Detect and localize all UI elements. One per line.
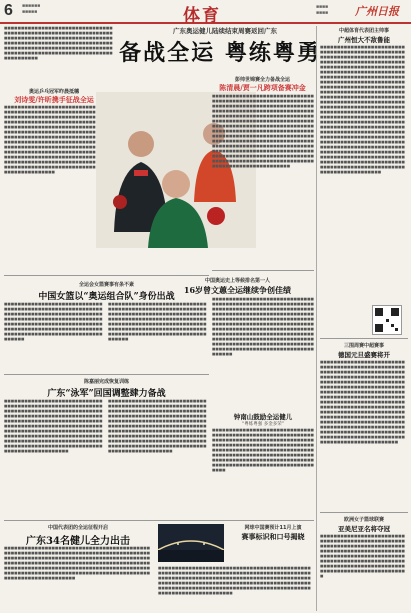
center-right-body-text: ■■■■■■■■■■■■■■■■■■■■■■■■■■■■■■■■■■■■■■■■■■■■■■■■■■■■■■■■■■■■■■■■■■■■■■■■■■■■■■■■■■■■■■■■■■■■■■■■■■■■■■■■■■■■■■■■■■■■■■■■■■■■■■■■■■■■■■■■■■■■■■■■■■■■■■■■■■■■■■■■■■■■■■■■■■■■■■■■■■■■■■■■■■■■■■■■■■■■■■■■■■■■■■■■■■■■■■■■■■■■■■■■■■■■■■■■■■■■■■■■■■■■■■■■■■■■■■■■■■■■■■■■■■■■■■■■■■■■■■■■■■■■■■■■■■■■■■■■■■■■■■■■■■■■■■■■■■■■■■■■■■■■■■■■■■■■■■■■■■■■■■■■■■■■■■■■■■■■■■■■■■■■■■■■■■■■■■■■■■■■■■■■■■■■■■■■■■■■■■■■■■■■■■■■■■■■■■■■■■■■■■■■■■■■■■■■■■■■■■■■■■■ <box>212 94 314 168</box>
center-mid-body: ■■■■■■■■■■■■■■■■■■■■■■■■■■■■■■■■■■■■■■■■■■■■■■■■■■■■■■■■■■■■■■■■■■■■■■■■■■■■■■■■■■■■■■■■■■■■■■■■■■■■■■■■■■■■■■■■■■■■■■■■■■■■■■■■■■■■■■■■■■■■■■■■■■■■■■■■■■■■■■■■■■■■■■■■■■■■■■■■■■■■■■■■■■■■■■■■■■■■■■■■■■■■■■■■■■■■■■■■■■■■■■■■■■■■■■■■■■■■■■■■■■■■ <box>212 428 314 472</box>
section-divider-left-2 <box>4 374 209 375</box>
left-lower-body-b: ■■■■■■■■■■■■■■■■■■■■■■■■■■■■■■■■■■■■■■■■■■■■■■■■■■■■■■■■■■■■■■■■■■■■■■■■■■■■■■■■■■■■■■■■■■■■■■■■■■■■■■■■■■■■■■■■■■■■■■■■■■■■■■■■■■■■■■■■■■■■■■■■■■■■■■■■■■■■■■■■■■■■■■■■■■■■■■■■■■■■■■■■■■■■■■■■■■■■■■■■■■■■■■■■■■■■■■■■■■■■■■■■■■■■■■■■■■■■■■■■■■■■■■■■■■■■■■■■■■■■■■■■■■■■■■■■■■■■■■■■■■■■■■■■■■■■■■■■■■■■■■■■■■■■■ <box>108 399 207 453</box>
bottom-left-body: ■■■■■■■■■■■■■■■■■■■■■■■■■■■■■■■■■■■■■■■■■■■■■■■■■■■■■■■■■■■■■■■■■■■■■■■■■■■■■■■■■■■■■■■■■■■■■■■■■■■■■■■■■■■■■■■■■■■■■■■■■■■■■■■■■■■■■■■■■■■■■■■■■■■■■■■■■■■■■■■■■■■■■■■■■■■■■■■■■■■■■■■■■■■■■■■■■■■■■■■■■■■■■■■■■■■■■■■■■■■■■■■■■■■■■■■■■■■■■■■■■■■■■■■■■■■■■■■■■■■■■■■■■■■■■■■■■■■■■■■ <box>4 546 151 580</box>
top-story-headline: 备战全运 粤练粤勇 <box>119 40 321 66</box>
center-mid-headline: 钟南山鼓励全运健儿 <box>233 413 293 421</box>
right-headline-2: 德国元旦盛赛将开 <box>338 351 390 359</box>
column-divider <box>316 26 317 611</box>
bottom-left-kicker: 中国代表团的全运征程开启 <box>47 525 108 531</box>
newspaper-logo: 广州日报 <box>355 5 399 18</box>
left-bottom-body-a: ■■■■■■■■■■■■■■■■■■■■■■■■■■■■■■■■■■■■■■■■■■■■■■■■■■■■■■■■■■■■■■■■■■■■■■■■■■■■■■■■■■■■■■■■■■■■■■■■■■■■■■■■■■■■■■■■■■■■■■■■■■■■■■■■■■■■■■■■■■■■■■■■■■■■■■■■■■■■■■■■■■■■■■■■■■■■■■■■■■■■■■■■■■■■■■■■■■■■■■■■■■■■■■■■■ <box>4 302 103 341</box>
left-bottom-headline: 中国女篮以“奥运组合队”身份出战 <box>38 292 175 302</box>
top-story-kicker: 广东奥运健儿陆续结束周赛返回广东 <box>173 27 277 35</box>
masthead-edition-info: ■■■■■■ ■■■■■ <box>22 3 41 15</box>
right-headline-1: 广州恒大不敌鲁能 <box>338 36 390 44</box>
section-title: 体育 <box>183 6 221 26</box>
right-subhead-kicker: 彭帅世锦赛全力备战全运 <box>234 77 290 83</box>
right-kicker-2: 三围周赛中超赛事 <box>343 343 384 349</box>
right-body-2: ■■■■■■■■■■■■■■■■■■■■■■■■■■■■■■■■■■■■■■■■■■■■■■■■■■■■■■■■■■■■■■■■■■■■■■■■■■■■■■■■■■■■■■■■■■■■■■■■■■■■■■■■■■■■■■■■■■■■■■■■■■■■■■■■■■■■■■■■■■■■■■■■■■■■■■■■■■■■■■■■■■■■■■■■■■■■■■■■■■■■■■■■■■■■■■■■■■■■■■■■■■■■■■■■■■■■■■■■■■■■■■■■■■■■■■■■■■■■■■■■■■■■■■■■■■■■■■■■■■■■■■■■■■■■■■■■■■■■■■■■■■■■■■■■■■■■■■■■■■■■■■■■■■■■■■■■■■■■■■■■■■■■■■■■■■■■■■■■■■■■■■■■■■■■■■■■■■■■■■■■■■■■■■■■■■■■■■■■■■■■■■■■■■■■■■■■■■■■■■■■■■■■■■■■■■■■■■■■■■■■■■■ <box>320 360 405 444</box>
masthead <box>0 0 411 24</box>
section-divider-left <box>4 275 209 276</box>
bottom-right-headline: 赛事标识和口号揭晓 <box>241 532 305 541</box>
masthead-date-info: ■■■■ ■■■■ <box>316 4 329 16</box>
right-divider-2 <box>320 512 408 513</box>
center-mid-sub: “粤练粤强 多金多荣” <box>241 422 285 427</box>
stadium-photo <box>158 524 224 562</box>
left-bottom-kicker: 全运会女篮赛事有条不紊 <box>78 282 134 288</box>
left-subhead-kicker: 奥运乒乓冠军昨晨抵穗 <box>28 89 79 95</box>
bottom-left-headline: 广东34名健儿全力出击 <box>26 536 130 547</box>
right-kicker-1: 中超体育代表团主帅事 <box>338 28 389 34</box>
intro-text: ■■■■■■■■■■■■■■■■■■■■■■■■■■■■■■■■■■■■■■■■■■■■■■■■■■■■■■■■■■■■■■■■■■■■■■■■■■■■■■■■■■■■■■■■■■■■■■■■■■■■■■■■■■■■■■■■■■■■■■■■■■■■■■■■■■■■■■■■■■■■■■■■■■■■■■■■■■■■■■■■■■■■■■■■■■■■■■■■■■■■■■■■■■■■■■■■■■■■■■■■■■ <box>4 26 113 60</box>
center-lower-headline: 16岁曾文蕙全运继续争创佳绩 <box>183 285 292 295</box>
qr-code <box>372 305 402 335</box>
right-body-1: ■■■■■■■■■■■■■■■■■■■■■■■■■■■■■■■■■■■■■■■■■■■■■■■■■■■■■■■■■■■■■■■■■■■■■■■■■■■■■■■■■■■■■■■■■■■■■■■■■■■■■■■■■■■■■■■■■■■■■■■■■■■■■■■■■■■■■■■■■■■■■■■■■■■■■■■■■■■■■■■■■■■■■■■■■■■■■■■■■■■■■■■■■■■■■■■■■■■■■■■■■■■■■■■■■■■■■■■■■■■■■■■■■■■■■■■■■■■■■■■■■■■■■■■■■■■■■■■■■■■■■■■■■■■■■■■■■■■■■■■■■■■■■■■■■■■■■■■■■■■■■■■■■■■■■■■■■■■■■■■■■■■■■■■■■■■■■■■■■■■■■■■■■■■■■■■■■■■■■■■■■■■■■■■■■■■■■■■■■■■■■■■■■■■■■■■■■■■■■■■■■■■■■■■■■■■■■■■■■■■■■■■■■■■■■■■■■■■■■■■■■■■■■■■■■■■■■■■■■■■■■■■■■■■■■■■■■■■■■■■■■■■■■■■■■■■■■■■■■■■■■■■■■■■■■■■■■■■■■■■■■■■■■■■■■■■■■■■■■■■■■■■■■■■■■■■■■■■■■■■■■■■■■■■■■■■■■■■■■■■■■■■■■■■■■■■■■■■■■■■■■■■■■■■■■■■■■■■■■■■■■■■■■■■■■■■■■■■■■■■■■■■ <box>320 45 405 174</box>
right-headline-3: 亚美尼亚名将夺冠 <box>338 525 390 533</box>
bottom-right-kicker: 网球中国赛预计11月上演 <box>244 525 302 531</box>
qr-code-icon <box>373 306 401 334</box>
center-lower-kicker: 中国奥运史上等候排名第一人 <box>204 278 270 284</box>
section-divider-center <box>212 270 314 271</box>
center-lower-body: ■■■■■■■■■■■■■■■■■■■■■■■■■■■■■■■■■■■■■■■■■■■■■■■■■■■■■■■■■■■■■■■■■■■■■■■■■■■■■■■■■■■■■■■■■■■■■■■■■■■■■■■■■■■■■■■■■■■■■■■■■■■■■■■■■■■■■■■■■■■■■■■■■■■■■■■■■■■■■■■■■■■■■■■■■■■■■■■■■■■■■■■■■■■■■■■■■■■■■■■■■■■■■■■■■■■■■■■■■■■■■■■■■■■■■■■■■■■■■■■■■■■■■■■■■■■■■■■■■■■■■■■■■■■■■■■■■■■■■■■■■■■■■■■■■■■■■■■■■■■■■■■■■■■■■■■■■■■■■■■■■■■■■■■■■■■■■■■■ <box>212 297 314 356</box>
right-kicker-3: 欧洲女子篮球联赛 <box>343 517 384 523</box>
right-divider-1 <box>320 338 408 339</box>
left-subhead: 刘诗雯/许昕携手征战全运 <box>14 95 94 104</box>
bottom-right-body: ■■■■■■■■■■■■■■■■■■■■■■■■■■■■■■■■■■■■■■■■■■■■■■■■■■■■■■■■■■■■■■■■■■■■■■■■■■■■■■■■■■■■■■■■■■■■■■■■■■■■■■■■■■■■■■■■■■■■■■■■■■■■■■■■■■■■■■■■■■■■■■■■■■■■■■■■■■■■■■■■■■■■■■■■■■■■■■■■■■■■■■■■■■■■■■■■■■■■■■■■■■■■■■■■■■■■■■■■■■■■■■■■■■■■■■■■■■■■■■■■■■■■■■■ <box>158 566 311 595</box>
left-body-text: ■■■■■■■■■■■■■■■■■■■■■■■■■■■■■■■■■■■■■■■■■■■■■■■■■■■■■■■■■■■■■■■■■■■■■■■■■■■■■■■■■■■■■■■■■■■■■■■■■■■■■■■■■■■■■■■■■■■■■■■■■■■■■■■■■■■■■■■■■■■■■■■■■■■■■■■■■■■■■■■■■■■■■■■■■■■■■■■■■■■■■■■■■■■■■■■■■■■■■■■■■■■■■■■■■■■■■■■■■■■■■■■■■■■■■■■■■■■■■■■■■■■■■■■■■■■■■■■■■■■■■■■■■■■■■■■■■■■■■■■■■■■■■■■■■■■■■■■■■■■■■■■■■■■■■■■■■■■■■■■■■■■■■■■■■■■■■■■■■■■■■■■■■■■■■■■■■■■■■■■■■■■■■■ <box>4 105 96 174</box>
left-lower-kicker: 陈嘉丽完成恢复训练 <box>83 379 129 385</box>
page-number: 6 <box>4 2 13 19</box>
left-bottom-body-b: ■■■■■■■■■■■■■■■■■■■■■■■■■■■■■■■■■■■■■■■■■■■■■■■■■■■■■■■■■■■■■■■■■■■■■■■■■■■■■■■■■■■■■■■■■■■■■■■■■■■■■■■■■■■■■■■■■■■■■■■■■■■■■■■■■■■■■■■■■■■■■■■■■■■■■■■■■■■■■■■■■■■■■■■■■■■■■■■■■■■■■■■■■■■■■■■■■■■■■■■■■■■■■■■■■ <box>108 302 207 341</box>
left-lower-headline: 广东“泳军”回国调整肆力备战 <box>47 389 166 399</box>
section-divider-bottom <box>4 520 314 521</box>
right-body-3: ■■■■■■■■■■■■■■■■■■■■■■■■■■■■■■■■■■■■■■■■■■■■■■■■■■■■■■■■■■■■■■■■■■■■■■■■■■■■■■■■■■■■■■■■■■■■■■■■■■■■■■■■■■■■■■■■■■■■■■■■■■■■■■■■■■■■■■■■■■■■■■■■■■■■■■■■■■■■■■■■■■■■■■■■■■■■■■■■■■■■■■■■■■■■■■■■■■■■■■■■■ <box>320 534 405 578</box>
bridge-night-illustration <box>158 524 224 562</box>
left-lower-body-a: ■■■■■■■■■■■■■■■■■■■■■■■■■■■■■■■■■■■■■■■■■■■■■■■■■■■■■■■■■■■■■■■■■■■■■■■■■■■■■■■■■■■■■■■■■■■■■■■■■■■■■■■■■■■■■■■■■■■■■■■■■■■■■■■■■■■■■■■■■■■■■■■■■■■■■■■■■■■■■■■■■■■■■■■■■■■■■■■■■■■■■■■■■■■■■■■■■■■■■■■■■■■■■■■■■■■■■■■■■■■■■■■■■■■■■■■■■■■■■■■■■■■■■■■■■■■■■■■■■■■■■■■■■■■■■■■■■■■■■■■■■■■■■■■■■■■■■■■■■■■■■■■■■■■■■ <box>4 399 103 453</box>
right-subhead: 陈清晨/贾一凡跨项备赛冲金 <box>219 83 306 92</box>
